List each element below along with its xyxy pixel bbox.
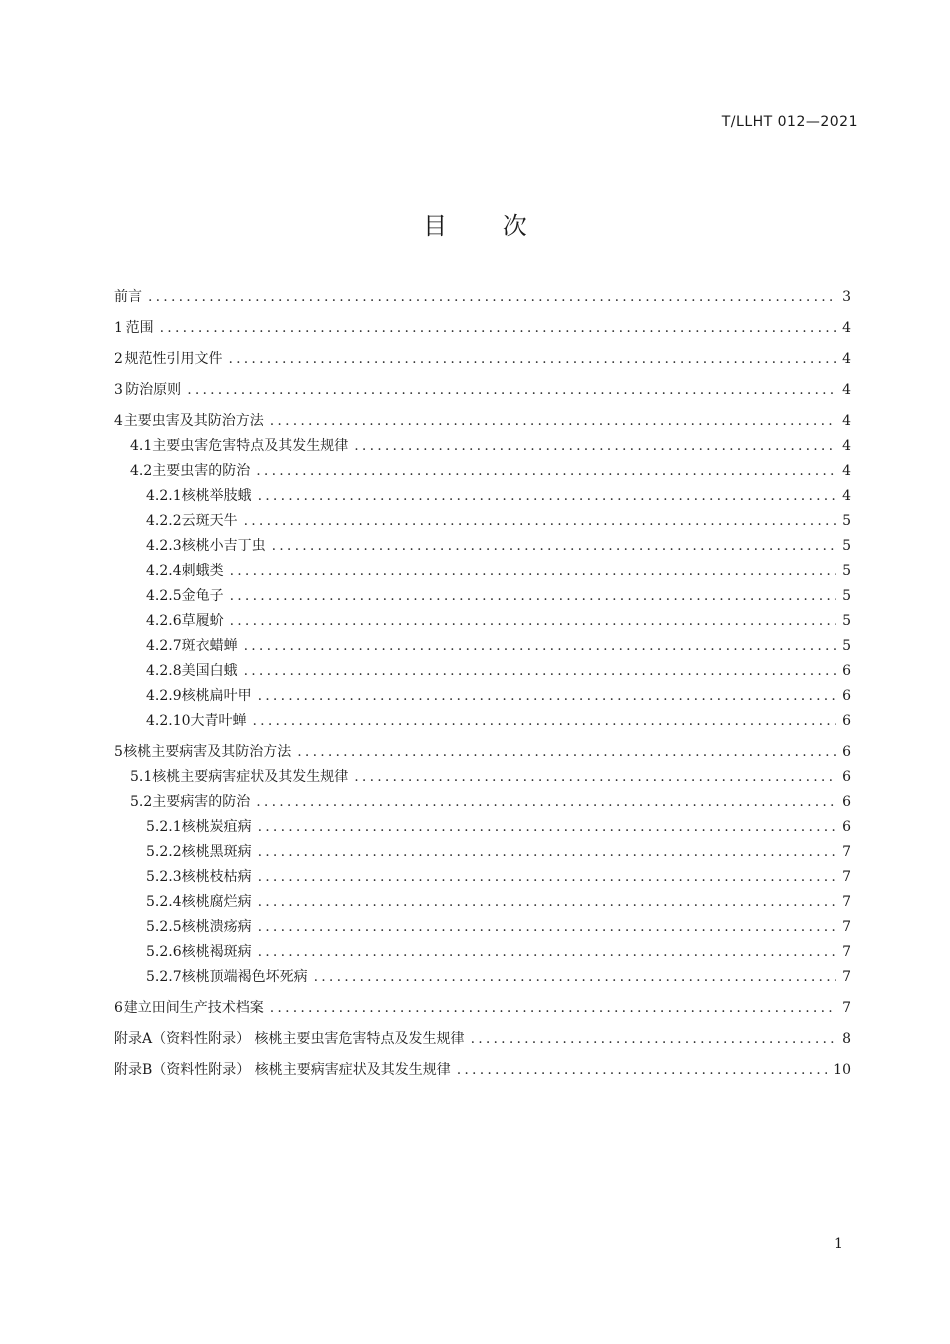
toc-leader-dots [258, 840, 836, 865]
toc-leader-dots [297, 740, 836, 765]
toc-entry[interactable] [114, 1027, 851, 1052]
toc-entry-label: 建立田间生产技术档案 [123, 1000, 264, 1016]
toc-entry-number: 4.2.2 [146, 513, 182, 529]
toc-entry-label: 核桃枝枯病 [181, 869, 252, 885]
toc-entry[interactable] [114, 409, 851, 434]
toc-leader-dots [258, 815, 836, 840]
toc-entry-label: 刺蛾类 [181, 563, 224, 579]
toc-entry-label: 范围 [125, 320, 154, 336]
toc-entry-number: 5.2.3 [146, 869, 182, 885]
toc-entry-label: 附录B（资料性附录） 核桃主要病害症状及其发生规律 [114, 1062, 451, 1078]
toc-entry-number: 4.2.9 [146, 688, 182, 704]
toc-leader-dots [230, 609, 836, 634]
toc-entry-page: 5 [842, 538, 851, 554]
document-code: T/LLHT 012—2021 [721, 114, 858, 130]
toc-entry-label: 核桃顶端褐色坏死病 [181, 969, 308, 985]
table-of-contents [114, 285, 851, 1083]
toc-entry-number: 4.2.6 [146, 613, 182, 629]
page-title: 目 次 [423, 212, 551, 240]
toc-leader-dots [258, 915, 836, 940]
toc-entry[interactable] [114, 659, 851, 684]
toc-entry[interactable] [114, 965, 851, 990]
toc-leader-dots [148, 285, 836, 310]
toc-entry[interactable] [114, 347, 851, 372]
toc-entry[interactable] [114, 890, 851, 915]
toc-entry-label: 核桃炭疽病 [181, 819, 252, 835]
toc-leader-dots [272, 534, 836, 559]
toc-entry-label: 附录A（资料性附录） 核桃主要虫害危害特点及发生规律 [114, 1031, 465, 1047]
toc-leader-dots [244, 634, 836, 659]
toc-entry-page: 5 [842, 513, 851, 529]
toc-entry[interactable] [114, 790, 851, 815]
toc-entry[interactable] [114, 634, 851, 659]
toc-entry-page: 6 [842, 794, 851, 810]
toc-leader-dots [230, 584, 836, 609]
toc-entry[interactable] [114, 765, 851, 790]
toc-entry-page: 7 [842, 1000, 851, 1016]
toc-leader-dots [253, 709, 837, 734]
toc-entry-page: 4 [842, 438, 851, 454]
toc-entry[interactable] [114, 865, 851, 890]
toc-entry-page: 4 [842, 463, 851, 479]
toc-leader-dots [270, 409, 836, 434]
toc-entry[interactable] [114, 534, 851, 559]
toc-entry-label: 核桃小吉丁虫 [181, 538, 266, 554]
toc-leader-dots [258, 890, 836, 915]
toc-entry-label: 斑衣蜡蝉 [181, 638, 238, 654]
toc-entry-label: 主要虫害及其防治方法 [123, 413, 264, 429]
toc-entry[interactable] [114, 940, 851, 965]
toc-entry-label: 核桃黑斑病 [181, 844, 252, 860]
toc-entry-label: 云斑天牛 [181, 513, 238, 529]
toc-entry-label: 核桃举肢蛾 [181, 488, 252, 504]
toc-entry[interactable] [114, 509, 851, 534]
toc-entry-number: 5.2.2 [146, 844, 182, 860]
toc-entry-page: 4 [842, 413, 851, 429]
toc-entry-page: 7 [842, 919, 851, 935]
toc-entry[interactable] [114, 1058, 851, 1083]
toc-leader-dots [187, 378, 836, 403]
toc-leader-dots [354, 434, 836, 459]
toc-leader-dots [471, 1027, 837, 1052]
toc-entry-label: 美国白蛾 [181, 663, 238, 679]
toc-entry-label: 大青叶蝉 [190, 713, 247, 729]
toc-entry[interactable] [114, 285, 851, 310]
toc-entry[interactable] [114, 434, 851, 459]
toc-entry-page: 4 [842, 488, 851, 504]
toc-entry-number: 5.2 [130, 794, 153, 810]
toc-entry-label: 核桃主要病害及其防治方法 [123, 744, 292, 760]
toc-leader-dots [258, 865, 836, 890]
toc-entry-label: 核桃溃疡病 [181, 919, 252, 935]
toc-entry[interactable] [114, 709, 851, 734]
toc-entry-label: 核桃腐烂病 [181, 894, 252, 910]
toc-entry-number: 5.2.1 [146, 819, 182, 835]
toc-entry-number: 5.2.4 [146, 894, 182, 910]
toc-entry-label: 主要虫害的防治 [152, 463, 251, 479]
toc-entry[interactable] [114, 996, 851, 1021]
toc-entry[interactable] [114, 484, 851, 509]
toc-entry[interactable] [114, 915, 851, 940]
toc-entry-page: 7 [842, 969, 851, 985]
toc-entry-number: 4.2.1 [146, 488, 182, 504]
toc-entry-number: 5.1 [130, 769, 153, 785]
toc-entry-label: 金龟子 [181, 588, 224, 604]
toc-leader-dots [258, 484, 836, 509]
toc-entry[interactable] [114, 378, 851, 403]
toc-entry[interactable] [114, 840, 851, 865]
toc-entry[interactable] [114, 609, 851, 634]
toc-entry-number: 4.2.5 [146, 588, 182, 604]
toc-entry-number: 4.2.3 [146, 538, 182, 554]
toc-leader-dots [270, 996, 836, 1021]
toc-entry-page: 6 [842, 744, 851, 760]
toc-entry-number: 4.2.4 [146, 563, 182, 579]
toc-entry-page: 10 [833, 1062, 851, 1078]
toc-entry-page: 4 [842, 320, 851, 336]
toc-entry-label: 核桃扁叶甲 [181, 688, 252, 704]
toc-entry-number: 5.2.5 [146, 919, 182, 935]
toc-entry-page: 5 [842, 638, 851, 654]
toc-leader-dots [244, 659, 836, 684]
toc-entry-page: 6 [842, 769, 851, 785]
toc-entry-label: 防治原则 [125, 382, 182, 398]
toc-entry-label: 核桃主要病害症状及其发生规律 [152, 769, 349, 785]
toc-entry-number: 4.2.10 [146, 713, 191, 729]
toc-entry-page: 5 [842, 613, 851, 629]
page-number: 1 [834, 1236, 843, 1252]
toc-leader-dots [457, 1058, 827, 1083]
toc-entry-number: 2 [114, 351, 123, 367]
toc-entry-page: 6 [842, 713, 851, 729]
toc-entry[interactable] [114, 815, 851, 840]
toc-entry[interactable] [114, 584, 851, 609]
toc-entry-label: 核桃褐斑病 [181, 944, 252, 960]
toc-leader-dots [228, 347, 836, 372]
toc-entry-page: 7 [842, 894, 851, 910]
toc-entry[interactable] [114, 459, 851, 484]
toc-entry-page: 8 [842, 1031, 851, 1047]
toc-entry-page: 3 [842, 289, 851, 305]
toc-entry-page: 6 [842, 819, 851, 835]
toc-entry-number: 4.2 [130, 463, 153, 479]
toc-leader-dots [256, 790, 836, 815]
toc-entry-page: 7 [842, 844, 851, 860]
toc-entry[interactable] [114, 684, 851, 709]
toc-leader-dots [230, 559, 836, 584]
toc-entry-page: 4 [842, 351, 851, 367]
toc-entry[interactable] [114, 740, 851, 765]
toc-leader-dots [244, 509, 836, 534]
toc-entry-number: 4.1 [130, 438, 153, 454]
toc-entry-number: 5.2.6 [146, 944, 182, 960]
toc-entry-page: 6 [842, 663, 851, 679]
toc-leader-dots [258, 940, 836, 965]
toc-entry-number: 4.2.7 [146, 638, 182, 654]
toc-entry-page: 7 [842, 869, 851, 885]
toc-leader-dots [258, 684, 836, 709]
toc-entry-label: 草履蚧 [181, 613, 224, 629]
toc-entry-label: 主要病害的防治 [152, 794, 251, 810]
toc-entry-page: 6 [842, 688, 851, 704]
toc-entry-number: 4 [114, 413, 123, 429]
toc-entry-number: 3 [114, 382, 123, 398]
toc-leader-dots [354, 765, 836, 790]
toc-entry-label: 规范性引用文件 [124, 351, 223, 367]
toc-entry-number: 6 [114, 1000, 123, 1016]
toc-entry-number: 5 [114, 744, 123, 760]
toc-entry[interactable] [114, 559, 851, 584]
toc-entry[interactable] [114, 316, 851, 341]
toc-entry-number: 1 [114, 320, 123, 336]
toc-entry-page: 5 [842, 588, 851, 604]
toc-entry-label: 前言 [114, 289, 142, 305]
toc-leader-dots [314, 965, 836, 990]
toc-entry-page: 5 [842, 563, 851, 579]
toc-entry-page: 4 [842, 382, 851, 398]
toc-entry-page: 7 [842, 944, 851, 960]
toc-entry-label: 主要虫害危害特点及其发生规律 [152, 438, 349, 454]
toc-leader-dots [160, 316, 836, 341]
toc-entry-number: 5.2.7 [146, 969, 182, 985]
toc-entry-number: 4.2.8 [146, 663, 182, 679]
toc-leader-dots [256, 459, 836, 484]
